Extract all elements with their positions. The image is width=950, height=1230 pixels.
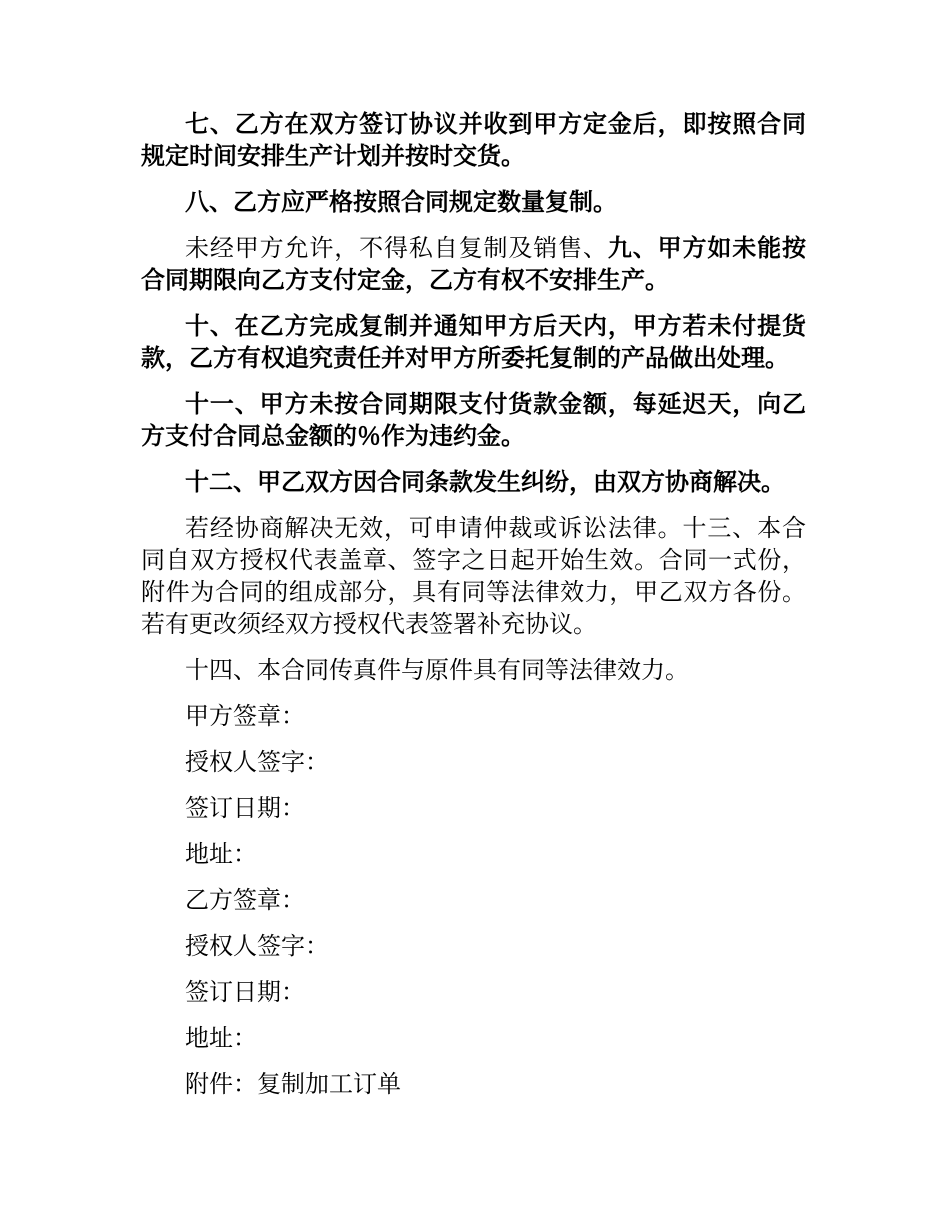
clause-fourteen: 十四、本合同传真件与原件具有同等法律效力。 bbox=[185, 656, 689, 684]
clause-seven: 七、乙方在双方签订协议并收到甲方定金后，即按照合同规定时间安排生产计划并按时交货。 bbox=[141, 109, 806, 170]
clause-nine bbox=[141, 232, 806, 296]
attachment-line: 附件：复制加工订单 bbox=[185, 1070, 401, 1098]
party-a-date-label: 签订日期： bbox=[185, 794, 305, 822]
clause-nine-prefix: 未经甲方允许，不得私自复制及销售、 bbox=[185, 234, 608, 262]
party-b-date-label: 签订日期： bbox=[185, 978, 305, 1006]
clause-eight: 八、乙方应严格按照合同规定数量复制。 bbox=[185, 187, 617, 216]
party-a-seal-label: 甲方签章： bbox=[185, 702, 305, 730]
clause-eleven: 十一、甲方未按合同期限支付货款金额，每延迟天，向乙方支付合同总金额的％作为违约金。 bbox=[141, 389, 806, 450]
party-b-seal-label: 乙方签章： bbox=[185, 886, 305, 914]
clause-nine-body: 九、甲方如未能按合同期限向乙方支付定金，乙方有权不安排生产。 bbox=[141, 233, 806, 294]
clause-twelve: 十二、甲乙双方因合同条款发生纠纷，由双方协商解决。 bbox=[185, 467, 785, 496]
contract-page bbox=[141, 108, 806, 1114]
party-a-address-label: 地址： bbox=[185, 840, 257, 868]
party-b-address-label: 地址： bbox=[185, 1024, 257, 1052]
party-a-signer-label: 授权人签字： bbox=[185, 748, 329, 776]
clause-ten: 十、在乙方完成复制并通知甲方后天内，甲方若未付提货款，乙方有权追究责任并对甲方所委托复制的产品做出处理。 bbox=[141, 311, 806, 372]
party-b-signer-label: 授权人签字： bbox=[185, 932, 329, 960]
clause-thirteen: 若经协商解决无效，可申请仲裁或诉讼法律。十三、本合同自双方授权代表盖章、签字之日起开始生效。合同一式份，附件为合同的组成部分，具有同等法律效力，甲乙双方各份。若有更改须经双方授权代表签署补充协议。 bbox=[141, 514, 806, 638]
